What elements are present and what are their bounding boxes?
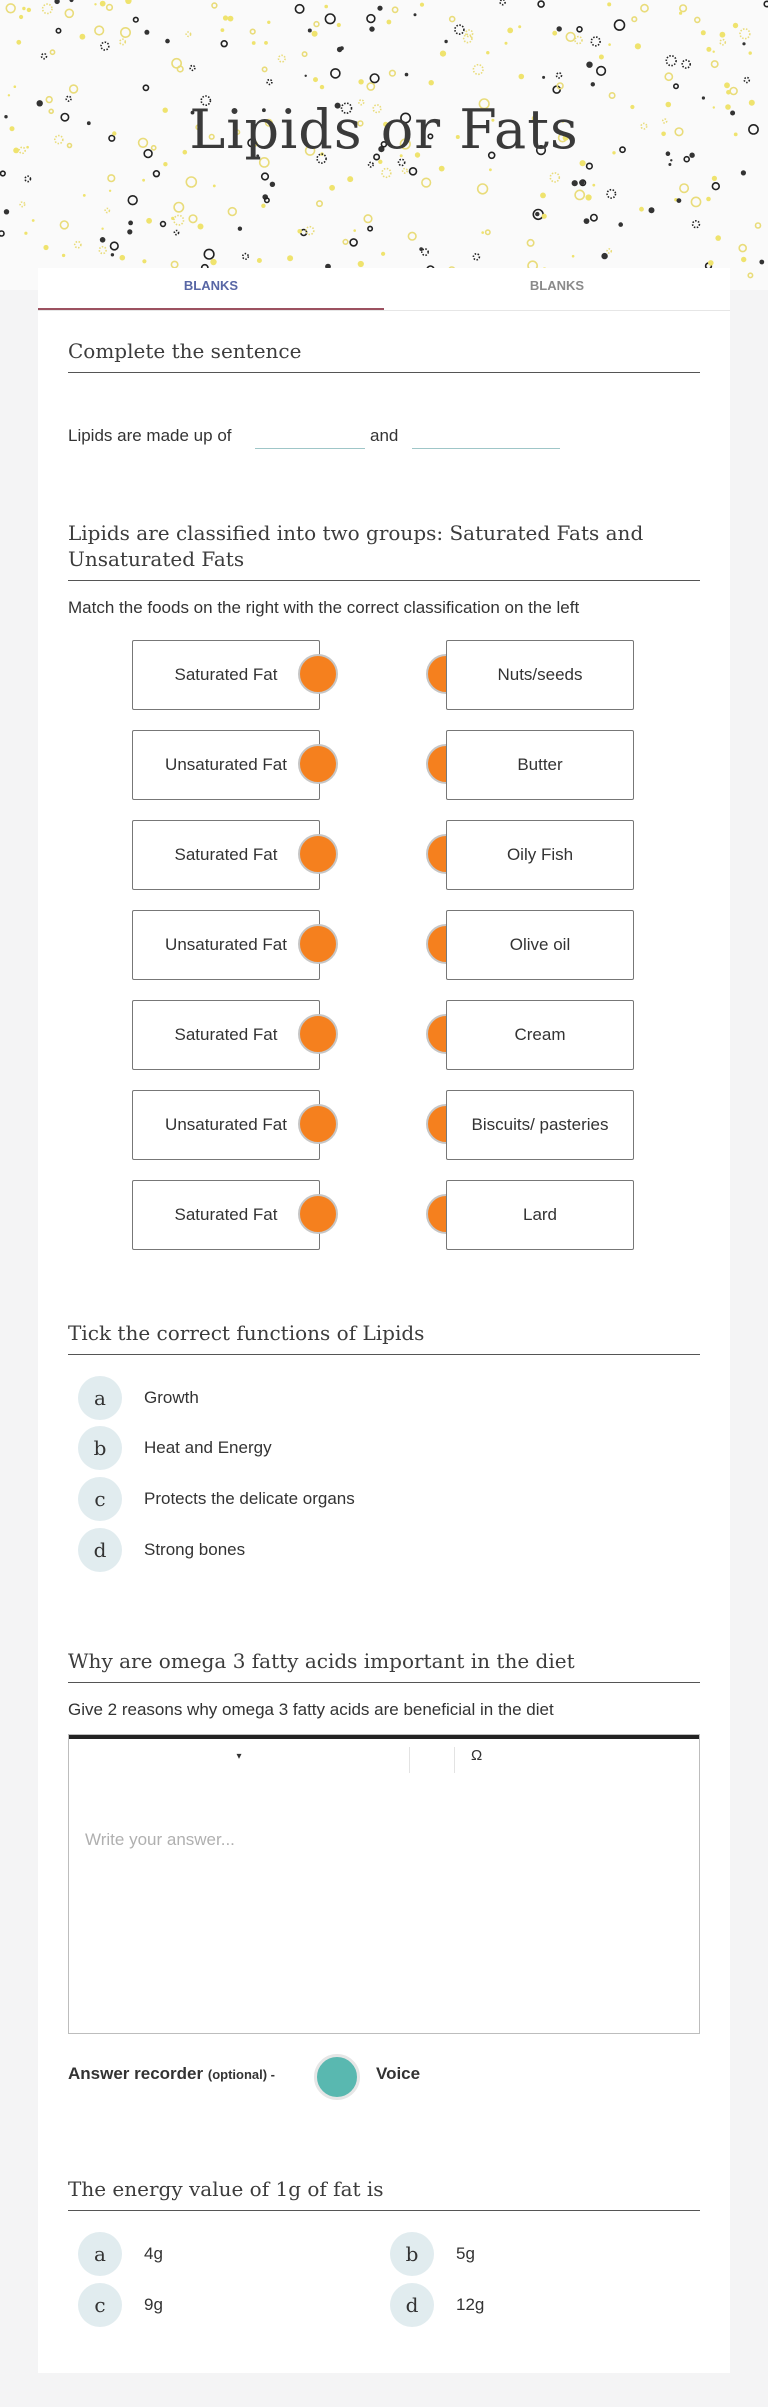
option-a[interactable]	[78, 2232, 338, 2276]
option-letter-badge: d	[78, 1528, 122, 1572]
recorder-label-text: Answer recorder	[68, 2064, 204, 2083]
answer-recorder-label	[68, 2064, 275, 2084]
answer-editor	[68, 1734, 700, 2034]
option-label: 5g	[456, 2244, 475, 2263]
option-label: Strong bones	[144, 1540, 246, 1559]
match-left-box[interactable]: Unsaturated Fat	[132, 910, 320, 980]
option-letter-badge: c	[78, 1477, 122, 1521]
match-right-box[interactable]: Biscuits/ pasteries	[446, 1090, 634, 1160]
option-letter-badge: c	[78, 2283, 122, 2327]
sentence-connector: and	[370, 426, 399, 445]
option-c[interactable]	[78, 1477, 355, 1521]
section-title-complete-sentence: Complete the sentence	[68, 338, 700, 373]
option-letter-badge: d	[390, 2283, 434, 2327]
section-title-functions: Tick the correct functions of Lipids	[68, 1320, 700, 1355]
option-d[interactable]	[390, 2283, 650, 2327]
option-label: 4g	[144, 2244, 163, 2263]
match-left-box[interactable]: Unsaturated Fat	[132, 1090, 320, 1160]
option-letter-badge: b	[390, 2232, 434, 2276]
tab-blanks-1[interactable]: BLANKS	[38, 268, 384, 310]
match-left-connector[interactable]	[298, 1014, 338, 1054]
option-label: Protects the delicate organs	[144, 1489, 355, 1508]
match-left-box[interactable]: Saturated Fat	[132, 1000, 320, 1070]
option-label: Heat and Energy	[144, 1438, 272, 1457]
match-left-connector[interactable]	[298, 1104, 338, 1144]
match-right-box[interactable]: Nuts/seeds	[446, 640, 634, 710]
section-title-energy-value: The energy value of 1g of fat is	[68, 2176, 700, 2211]
blank-input-1[interactable]	[255, 424, 365, 449]
record-voice-button[interactable]	[314, 2054, 360, 2100]
match-left-box[interactable]: Saturated Fat	[132, 1180, 320, 1250]
match-left-connector[interactable]	[298, 924, 338, 964]
option-label: Growth	[144, 1388, 199, 1407]
option-d[interactable]	[78, 1528, 338, 1572]
match-left-box[interactable]: Saturated Fat	[132, 640, 320, 710]
tab-bar	[38, 268, 730, 311]
header-banner	[0, 0, 768, 290]
recorder-optional-text: (optional) -	[207, 2067, 276, 2082]
option-letter-badge: b	[78, 1426, 122, 1470]
option-label: 12g	[456, 2295, 485, 2314]
section-title-classification: Lipids are classified into two groups: Saturated Fats and Unsaturated Fats	[68, 520, 700, 581]
omega3-instruction: Give 2 reasons why omega 3 fatty acids are beneficial in the diet	[68, 1700, 554, 1719]
format-dropdown[interactable]: ▾	[236, 1751, 242, 1762]
sentence-prefix: Lipids are made up of	[68, 426, 232, 445]
option-letter-badge: a	[78, 2232, 122, 2276]
option-a[interactable]	[78, 1376, 338, 1420]
match-right-box[interactable]: Lard	[446, 1180, 634, 1250]
toolbar-divider	[454, 1747, 455, 1773]
option-c[interactable]	[78, 2283, 338, 2327]
toolbar-divider	[409, 1747, 410, 1773]
match-left-box[interactable]: Saturated Fat	[132, 820, 320, 890]
match-left-connector[interactable]	[298, 834, 338, 874]
answer-textarea[interactable]	[69, 1816, 699, 2031]
editor-toolbar	[69, 1735, 699, 1820]
match-right-box[interactable]: Cream	[446, 1000, 634, 1070]
match-right-box[interactable]: Butter	[446, 730, 634, 800]
match-right-box[interactable]: Olive oil	[446, 910, 634, 980]
match-left-connector[interactable]	[298, 744, 338, 784]
page-title: Lipids or Fats	[189, 98, 579, 161]
option-b[interactable]	[390, 2232, 650, 2276]
match-left-connector[interactable]	[298, 654, 338, 694]
match-left-box[interactable]: Unsaturated Fat	[132, 730, 320, 800]
tab-blanks-2[interactable]: BLANKS	[529, 278, 585, 293]
option-label: 9g	[144, 2295, 163, 2314]
match-instruction: Match the foods on the right with the correct classification on the left	[68, 598, 580, 617]
match-left-connector[interactable]	[298, 1194, 338, 1234]
section-title-omega3: Why are omega 3 fatty acids important in the diet	[68, 1648, 700, 1683]
option-letter-badge: a	[78, 1376, 122, 1420]
option-b[interactable]	[78, 1426, 338, 1470]
voice-label: Voice	[376, 2064, 421, 2083]
special-character-button[interactable]: Ω	[471, 1747, 483, 1764]
worksheet-card	[38, 268, 730, 2373]
blank-input-2[interactable]	[412, 424, 560, 449]
match-right-box[interactable]: Oily Fish	[446, 820, 634, 890]
